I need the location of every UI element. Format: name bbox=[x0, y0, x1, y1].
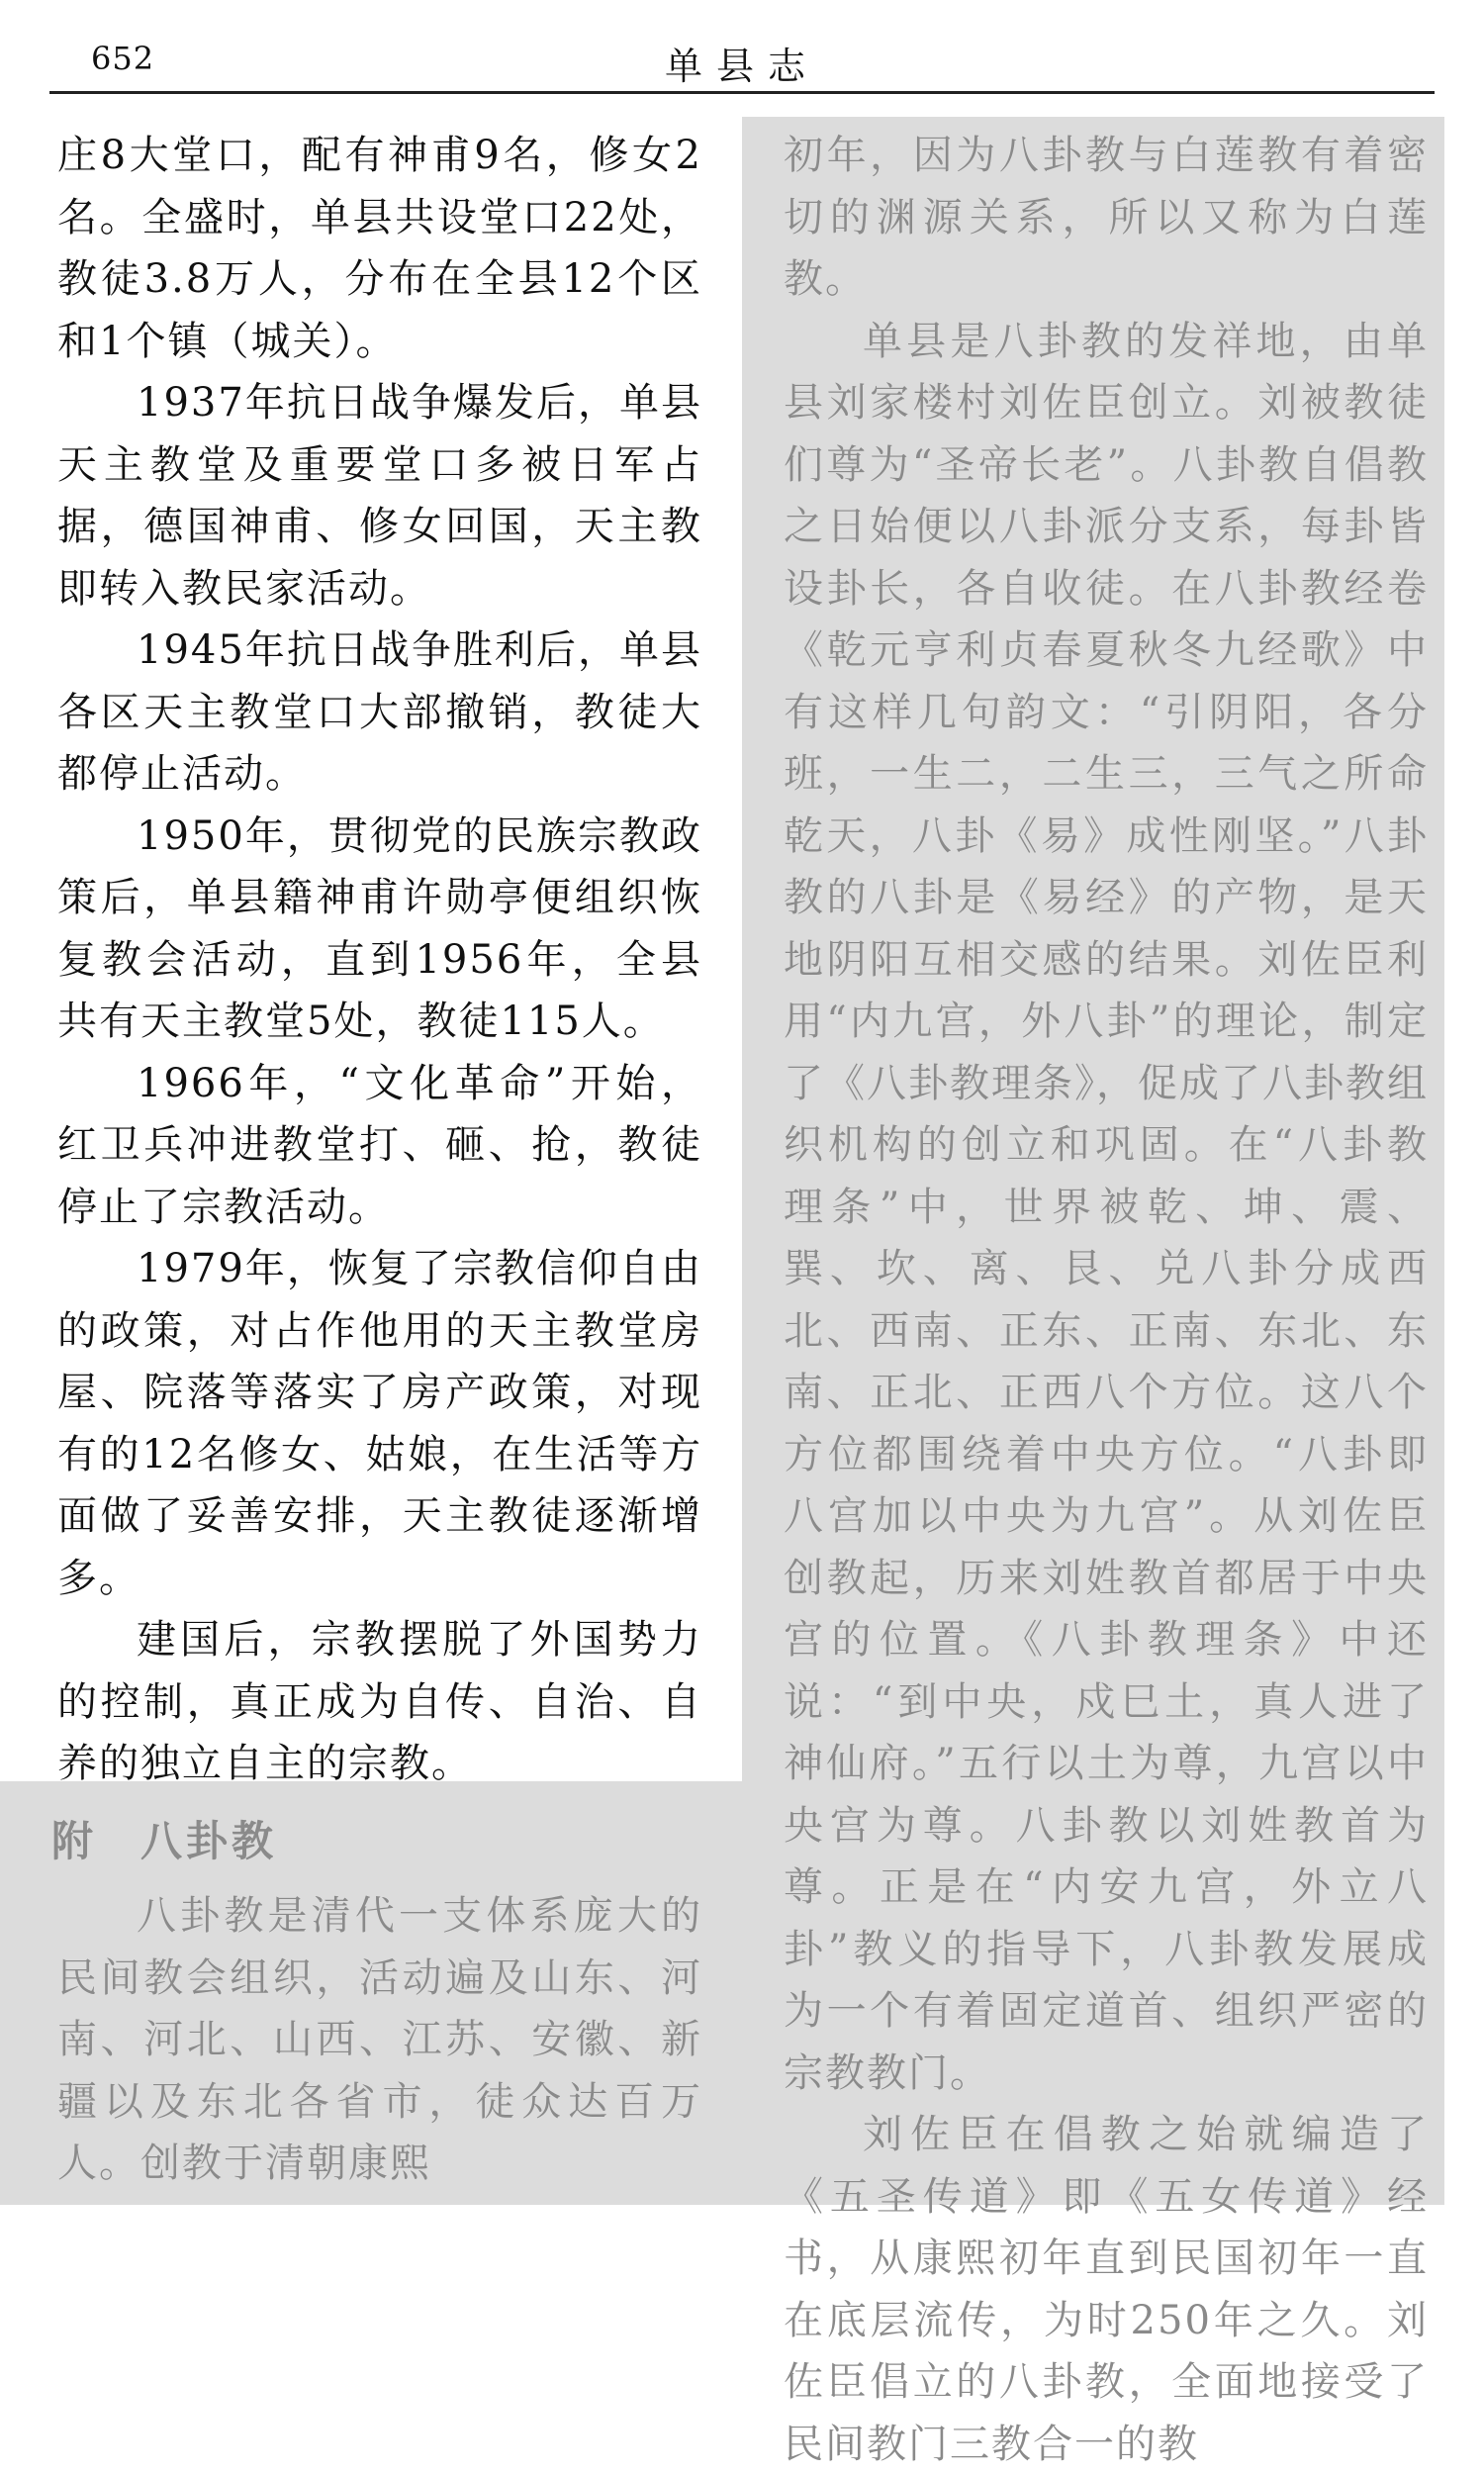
paragraph-1966: 1966年，“文化革命”开始，红卫兵冲进教堂打、砸、抢，教徒停止了宗教活动。 bbox=[57, 1060, 702, 1230]
appendix-heading bbox=[51, 1809, 277, 1868]
paragraph-1979: 1979年，恢复了宗教信仰自由的政策，对占作他用的天主教堂房屋、院落等落实了房产政策，对现有的12名修女、姑娘，在生活等方面做了妥善安排，天主教徒逐渐增多。 bbox=[57, 1246, 702, 1601]
paragraph-origin: 初年，因为八卦教与白莲教有着密切的渊源关系，所以又称为白莲教。 bbox=[784, 133, 1429, 302]
paragraph-1950: 1950年，贯彻党的民族宗教政策后，单县籍神甫许勋亭便组织恢复教会活动，直到1956年，全县共有天主教堂5处，教徒115人。 bbox=[57, 812, 702, 1044]
right-column bbox=[784, 125, 1429, 2475]
appendix-intro: 八卦教是清代一支体系庞大的民间教会组织，活动遍及山东、河南、河北、山西、江苏、安徽、新疆以及东北各省市，徒众达百万人。创教于清朝康熙 bbox=[57, 1893, 702, 2186]
page-number: 652 bbox=[91, 40, 155, 77]
appendix-intro-column bbox=[57, 1885, 702, 2195]
running-title: 单县志 bbox=[664, 45, 819, 88]
paragraph-1937: 1937年抗日战争爆发后，单县天主教堂及重要堂口多被日军占据，德国神甫、修女回国，天主教即转入教民家活动。 bbox=[57, 380, 702, 612]
page-header bbox=[49, 30, 1435, 94]
appendix-title: 八卦教 bbox=[140, 1817, 278, 1865]
paragraph-post-founding: 建国后，宗教摆脱了外国势力的控制，真正成为自传、自治、自养的独立自主的宗教。 bbox=[57, 1617, 702, 1786]
appendix-label: 附 bbox=[51, 1817, 98, 1865]
paragraph-1945: 1945年抗日战争胜利后，单县各区天主教堂口大部撤销，教徒大都停止活动。 bbox=[57, 627, 702, 797]
paragraph-continuation: 庄8大堂口，配有神甫9名，修女2名。全盛时，单县共设堂口22处，教徒3.8万人，分布在全县12个区和1个镇（城关）。 bbox=[57, 133, 702, 364]
paragraph-founding: 单县是八卦教的发祥地，由单县刘家楼村刘佐臣创立。刘被教徒们尊为“圣帝长老”。八卦教自倡教之日始便以八卦派分支系，每卦皆设卦长，各自收徒。在八卦教经卷《乾元亨利贞春夏秋冬九经歌》中有这样几句韵文：“引阴阳，各分班，一生二，二生三，三气之所命乾天，八卦《易》成性刚坚。”八卦教的八卦是《易经》的产物，是天地阴阳互相交感的结果。刘佐臣利用“内九宫，外八卦”的理论，制定了《八卦教理条》，促成了八卦教组织机构的创立和巩固。在“八卦教理条”中，世界被乾、坤、震、巽、坎、离、艮、兑八卦分成西北、西南、正东、正南、东北、东南、正北、正西八个方位。这八个方位都围绕着中央方位。“八卦即八宫加以中央为九宫”。从刘佐臣创教起，历来刘姓教首都居于中央宫的位置。《八卦教理条》中还说：“到中央，戍巳土，真人进了神仙府。”五行以土为尊，九宫以中央宫为尊。八卦教以刘姓教首为尊。正是在“内安九宫，外立八卦”教义的指导下，八卦教发展成为一个有着固定道首、组织严密的宗教教门。 bbox=[784, 318, 1429, 2096]
left-column bbox=[57, 125, 702, 1795]
paragraph-scriptures: 刘佐臣在倡教之始就编造了《五圣传道》即《五女传道》经书，从康熙初年直到民国初年一直在底层流传，为时250年之久。刘佐臣倡立的八卦教，全面地接受了民间教门三教合一的教 bbox=[784, 2112, 1429, 2467]
